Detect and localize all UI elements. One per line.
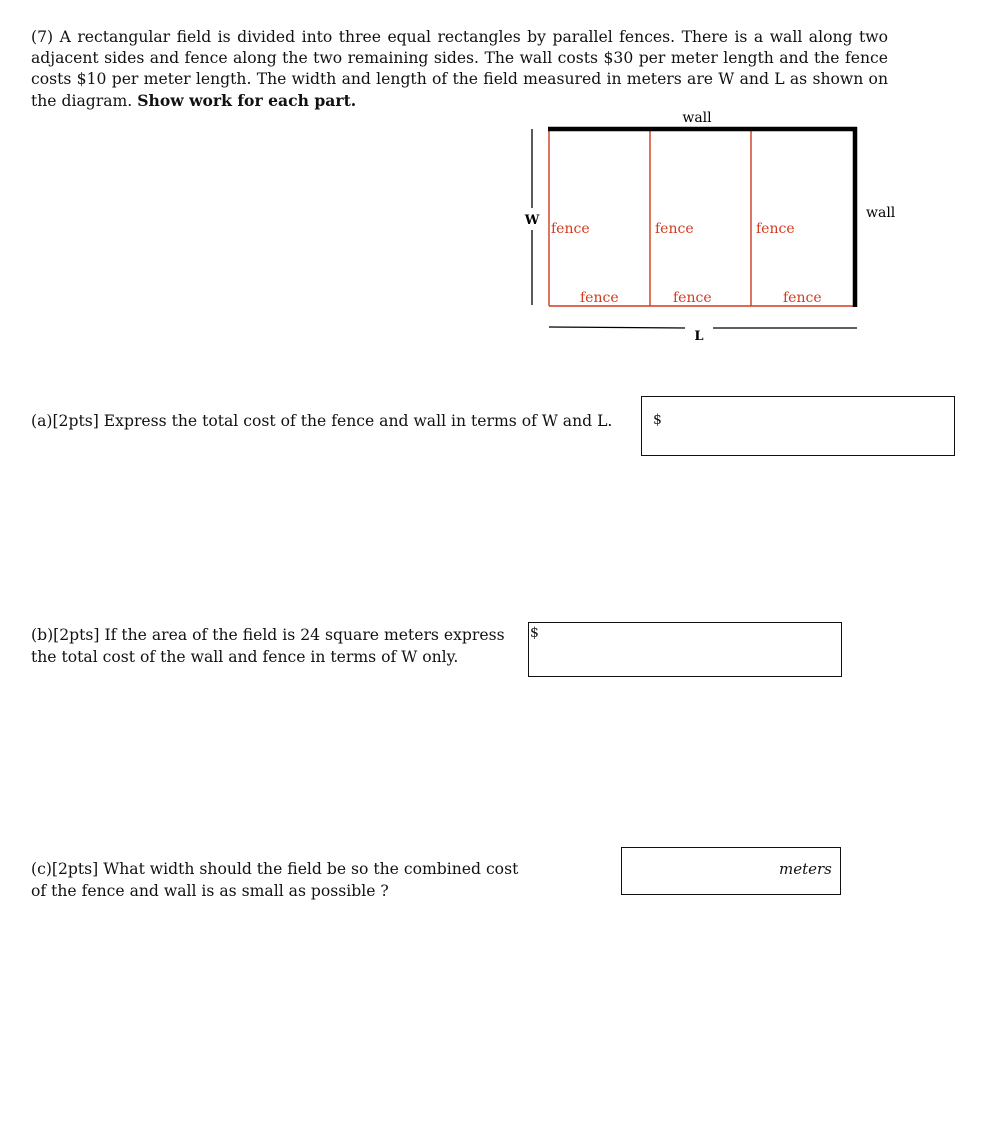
part-c-question xyxy=(31,858,518,902)
problem-text: A rectangular field is divided into three equal rectangles by parallel fences. There is a wall along two adjacent sides and fence along the two remaining sides. The wall costs $30 per meter length and the fence costs $10 per meter length. The width and length of the field measured in meters are W and L as shown on the diagram. xyxy=(31,28,888,110)
part-b-question xyxy=(31,624,505,668)
part-c-unit: meters xyxy=(779,860,832,878)
field-diagram xyxy=(0,0,1004,360)
part-a-question xyxy=(31,410,612,432)
part-b-label: (b)[2pts] xyxy=(31,626,100,644)
part-b-line1: If the area of the field is 24 square meters express xyxy=(104,626,505,644)
part-c-line1: What width should the field be so the combined cost xyxy=(103,860,519,878)
fence-label-left: fence xyxy=(551,221,590,237)
length-dimension-line-left xyxy=(549,327,685,328)
part-b-line2: the total cost of the wall and fence in terms of W only. xyxy=(31,648,459,666)
part-a-dollar-sign: $ xyxy=(653,412,662,428)
part-b-dollar-sign: $ xyxy=(530,625,539,641)
problem-number: (7) xyxy=(31,28,54,46)
fence-label-bottom-2: fence xyxy=(673,290,712,306)
problem-instruction: Show work for each part. xyxy=(137,91,357,110)
part-a-answer-box[interactable] xyxy=(641,396,955,456)
fence-label-divider-2: fence xyxy=(756,221,795,237)
right-wall-label: wall xyxy=(866,205,896,221)
part-b-answer-box[interactable] xyxy=(528,622,842,677)
width-label: W xyxy=(524,213,540,228)
part-a-text: Express the total cost of the fence and wall in terms of W and L. xyxy=(103,412,613,430)
fence-lines xyxy=(549,130,855,306)
part-a-label: (a)[2pts] xyxy=(31,412,99,430)
fence-label-bottom-1: fence xyxy=(580,290,619,306)
fence-label-bottom-3: fence xyxy=(783,290,822,306)
top-wall-label: wall xyxy=(682,110,712,126)
length-label: L xyxy=(694,329,704,344)
fence-label-divider-1: fence xyxy=(655,221,694,237)
part-c-label: (c)[2pts] xyxy=(31,860,99,878)
part-c-line2: of the fence and wall is as small as possible ? xyxy=(31,882,389,900)
